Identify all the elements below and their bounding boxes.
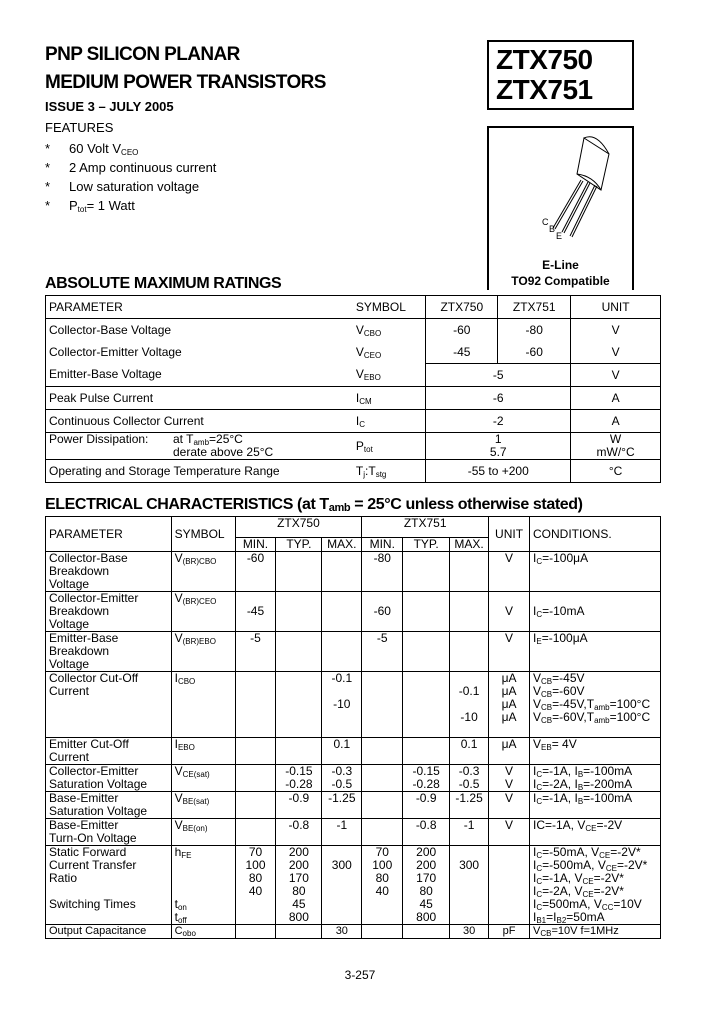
ec-value-typ751 bbox=[403, 738, 450, 765]
ec-value-min750 bbox=[235, 672, 276, 738]
amr-row bbox=[46, 460, 661, 483]
features-heading: FEATURES bbox=[45, 120, 114, 135]
ec-value-max750: -1 bbox=[322, 819, 362, 846]
ec-value-max750: -0.1 -10 bbox=[322, 672, 362, 738]
ec-conditions: $I_C=-50mA$, $V_{CE}=-2V*$ $I_C=-500mA$, $V_{CE}=-2V*$ $I_C=-1A$, $V_{CE}=-2V*$ $I_C=-2A$, $V_{CE}=-2V*$ $I_C=500mA$, $V_{CC}=10V$ $I_{B1}=I_{B2}=50mA$ bbox=[530, 846, 661, 925]
amr-param: Peak Pulse Current bbox=[46, 387, 353, 410]
package-box bbox=[487, 126, 634, 290]
amr-header-symbol: SYMBOL bbox=[353, 296, 426, 319]
ec-row bbox=[46, 632, 661, 672]
amr-unit: V bbox=[571, 364, 661, 387]
ec-unit: V bbox=[489, 592, 530, 632]
ec-value-max751: 30 bbox=[450, 925, 489, 939]
amr-header-ztx750: ZTX750 bbox=[426, 296, 498, 319]
feature-item: * Low saturation voltage bbox=[45, 179, 200, 194]
ec-conditions: IC=-1A, $V_{CE}=-2V$ bbox=[530, 819, 661, 846]
ec-value-max751 bbox=[450, 632, 489, 672]
amr-param: Power Dissipation: at $T_{amb}=25^\circ C$ derate above 25°C bbox=[46, 433, 353, 460]
ec-value-typ751: -0.9 bbox=[403, 792, 450, 819]
ec-unit bbox=[489, 846, 530, 925]
ec-value-typ750: -0.15 -0.28 bbox=[276, 765, 322, 792]
ec-value-min751 bbox=[362, 819, 403, 846]
ec-unit: V bbox=[489, 792, 530, 819]
ec-value-typ750: -0.8 bbox=[276, 819, 322, 846]
ec-header-param: PARAMETER bbox=[46, 517, 172, 552]
title-line-2: MEDIUM POWER TRANSISTORS bbox=[45, 72, 326, 93]
ec-row bbox=[46, 672, 661, 738]
issue-line: ISSUE 3 – JULY 2005 bbox=[45, 99, 174, 114]
ec-value-typ751 bbox=[403, 925, 450, 939]
ec-header-conditions: CONDITIONS. bbox=[530, 517, 661, 552]
ec-symbol: $C_{obo}$ bbox=[171, 925, 235, 939]
ec-conditions: $I_C=-1A$, $I_B=-100mA$ bbox=[530, 792, 661, 819]
ec-header-row-1 bbox=[46, 517, 661, 538]
ec-conditions: $V_{CB}=10V$ f=1MHz bbox=[530, 925, 661, 939]
pin-b-label: B bbox=[549, 224, 556, 234]
ec-row bbox=[46, 846, 661, 925]
features-list bbox=[45, 139, 216, 215]
amr-param: Collector-Base Voltage bbox=[46, 319, 353, 342]
ec-row bbox=[46, 792, 661, 819]
ec-value-max751: -0.3 -0.5 bbox=[450, 765, 489, 792]
part-number-1: ZTX750 bbox=[496, 44, 593, 75]
package-compat: TO92 Compatible bbox=[511, 274, 610, 288]
amr-row bbox=[46, 433, 661, 460]
amr-unit: W mW/°C bbox=[571, 433, 661, 460]
amr-value-ztx751: -60 bbox=[498, 341, 571, 364]
amr-symbol: $V_{EBO}$ bbox=[353, 364, 426, 387]
amr-unit: A bbox=[571, 387, 661, 410]
ec-value-min751 bbox=[362, 738, 403, 765]
ec-param: Emitter Cut-Off Current bbox=[46, 738, 172, 765]
ec-value-typ751 bbox=[403, 672, 450, 738]
amr-row bbox=[46, 364, 661, 387]
ec-symbol: $V_{(BR)CEO}$ bbox=[171, 592, 235, 632]
ec-param: Collector-Base Breakdown Voltage bbox=[46, 552, 172, 592]
ec-param: Collector-Emitter Breakdown Voltage bbox=[46, 592, 172, 632]
ec-symbol: $I_{EBO}$ bbox=[171, 738, 235, 765]
amr-symbol: $T_j:T_{stg}$ bbox=[353, 460, 426, 483]
ec-row bbox=[46, 738, 661, 765]
amr-param: Collector-Emitter Voltage bbox=[46, 341, 353, 364]
ec-value-max751: -1 bbox=[450, 819, 489, 846]
amr-header-ztx751: ZTX751 bbox=[498, 296, 571, 319]
ec-value-min751 bbox=[362, 925, 403, 939]
amr-heading: ABSOLUTE MAXIMUM RATINGS bbox=[45, 275, 282, 292]
ec-value-typ750 bbox=[276, 632, 322, 672]
ec-value-min751: -5 bbox=[362, 632, 403, 672]
ec-symbol: $h_{FE}$ $t_{on}$ $t_{off}$ bbox=[171, 846, 235, 925]
ec-table bbox=[45, 516, 661, 939]
ec-symbol: $I_{CBO}$ bbox=[171, 672, 235, 738]
ec-unit: μA μA μA μA bbox=[489, 672, 530, 738]
ec-value-min751: -60 bbox=[362, 592, 403, 632]
ec-unit: V bbox=[489, 552, 530, 592]
amr-unit: A bbox=[571, 410, 661, 433]
amr-row bbox=[46, 341, 661, 364]
feature-item: * $P_{tot}= 1$ Watt bbox=[45, 198, 135, 214]
page-number: 3-257 bbox=[344, 968, 376, 982]
ec-row bbox=[46, 552, 661, 592]
ec-header-unit: UNIT bbox=[489, 517, 530, 552]
ec-header-ztx750: ZTX750 bbox=[235, 517, 362, 538]
amr-symbol: $I_{CM}$ bbox=[353, 387, 426, 410]
amr-value: -55 to +200 bbox=[426, 460, 571, 483]
ec-value-max750: 300 bbox=[322, 846, 362, 925]
ec-row bbox=[46, 819, 661, 846]
ec-symbol: $V_{(BR)EBO}$ bbox=[171, 632, 235, 672]
ec-unit: pF bbox=[489, 925, 530, 939]
pin-e-label: E bbox=[556, 231, 563, 241]
ec-header-min: MIN. bbox=[235, 538, 276, 552]
ec-value-min750 bbox=[235, 925, 276, 939]
ec-symbol: $V_{(BR)CBO}$ bbox=[171, 552, 235, 592]
ec-value-min750 bbox=[235, 765, 276, 792]
amr-unit: V bbox=[571, 341, 661, 364]
amr-unit: °C bbox=[571, 460, 661, 483]
amr-table bbox=[45, 295, 661, 483]
ec-value-min751 bbox=[362, 672, 403, 738]
amr-value-ztx750: -60 bbox=[426, 319, 498, 342]
amr-row bbox=[46, 387, 661, 410]
ec-header-max: MAX. bbox=[322, 538, 362, 552]
ec-value-max750 bbox=[322, 592, 362, 632]
to92-package-drawing bbox=[489, 130, 632, 245]
part-number-2: ZTX751 bbox=[496, 74, 593, 105]
ec-value-min750 bbox=[235, 792, 276, 819]
amr-row bbox=[46, 410, 661, 433]
ec-value-typ750 bbox=[276, 925, 322, 939]
package-name: E-Line bbox=[542, 258, 579, 272]
amr-value-ztx751: -80 bbox=[498, 319, 571, 342]
amr-symbol: $V_{CBO}$ bbox=[353, 319, 426, 342]
amr-symbol: $P_{tot}$ bbox=[353, 433, 426, 460]
ec-value-max751: -0.1 -10 bbox=[450, 672, 489, 738]
ec-symbol: $V_{BE(sat)}$ bbox=[171, 792, 235, 819]
ec-symbol: $V_{CE(sat)}$ bbox=[171, 765, 235, 792]
amr-value: -5 bbox=[426, 364, 571, 387]
amr-header-param: PARAMETER bbox=[46, 296, 353, 319]
ec-value-max751: -1.25 bbox=[450, 792, 489, 819]
ec-value-max750 bbox=[322, 552, 362, 592]
ec-value-max751 bbox=[450, 552, 489, 592]
ec-conditions: $I_C=-100\mu A$ bbox=[530, 552, 661, 592]
ec-value-typ751 bbox=[403, 552, 450, 592]
ec-row bbox=[46, 592, 661, 632]
ec-unit: V V bbox=[489, 765, 530, 792]
ec-value-min751: -80 bbox=[362, 552, 403, 592]
ec-value-min751 bbox=[362, 765, 403, 792]
amr-param: Operating and Storage Temperature Range bbox=[46, 460, 353, 483]
ec-value-min750: -5 bbox=[235, 632, 276, 672]
ec-value-max750: -0.3 -0.5 bbox=[322, 765, 362, 792]
ec-conditions: $I_C=-1A$, $I_B=-100mA$ $I_C=-2A$, $I_B=-200mA$ bbox=[530, 765, 661, 792]
ec-row bbox=[46, 765, 661, 792]
ec-value-min750 bbox=[235, 738, 276, 765]
ec-header-symbol: SYMBOL bbox=[171, 517, 235, 552]
feature-item: * 2 Amp continuous current bbox=[45, 160, 217, 175]
ec-row bbox=[46, 925, 661, 939]
ec-value-max751: 300 bbox=[450, 846, 489, 925]
ec-value-typ750: -0.9 bbox=[276, 792, 322, 819]
ec-value-min750: 70 100 80 40 bbox=[235, 846, 276, 925]
ec-unit: V bbox=[489, 632, 530, 672]
feature-item: * 60 Volt $V_{CEO}$ bbox=[45, 141, 139, 157]
ec-header-typ: TYP. bbox=[276, 538, 322, 552]
title-line-1: PNP SILICON PLANAR bbox=[45, 44, 240, 65]
ec-param: Collector Cut-Off Current bbox=[46, 672, 172, 738]
ec-header-typ: TYP. bbox=[403, 538, 450, 552]
amr-param: Emitter-Base Voltage bbox=[46, 364, 353, 387]
ec-value-typ751: -0.15 -0.28 bbox=[403, 765, 450, 792]
ec-conditions: $I_C=-10mA$ bbox=[530, 592, 661, 632]
ec-value-max750: 30 bbox=[322, 925, 362, 939]
amr-header-row bbox=[46, 296, 661, 319]
amr-value-ztx750: -45 bbox=[426, 341, 498, 364]
ec-conditions: $V_{EB}= 4V$ bbox=[530, 738, 661, 765]
ec-value-max751: 0.1 bbox=[450, 738, 489, 765]
ec-value-typ751 bbox=[403, 592, 450, 632]
amr-header-unit: UNIT bbox=[571, 296, 661, 319]
ec-param: Emitter-Base Breakdown Voltage bbox=[46, 632, 172, 672]
ec-value-min750 bbox=[235, 819, 276, 846]
ec-conditions: $I_E=-100\mu A$ bbox=[530, 632, 661, 672]
ec-value-typ751: -0.8 bbox=[403, 819, 450, 846]
ec-value-min751 bbox=[362, 792, 403, 819]
amr-value: 1 5.7 bbox=[426, 433, 571, 460]
ec-param: Collector-Emitter Saturation Voltage bbox=[46, 765, 172, 792]
ec-param: Base-Emitter Turn-On Voltage bbox=[46, 819, 172, 846]
ec-unit: μA bbox=[489, 738, 530, 765]
amr-param: Continuous Collector Current bbox=[46, 410, 353, 433]
ec-param: Output Capacitance bbox=[46, 925, 172, 939]
ec-value-typ750 bbox=[276, 592, 322, 632]
ec-value-typ751: 200 200 170 80 45 800 bbox=[403, 846, 450, 925]
ec-param: Base-Emitter Saturation Voltage bbox=[46, 792, 172, 819]
amr-symbol: $I_C$ bbox=[353, 410, 426, 433]
part-number-box bbox=[487, 40, 634, 110]
ec-header-max: MAX. bbox=[450, 538, 489, 552]
ec-conditions: $V_{CB}=-45V$ $V_{CB}=-60V$ $V_{CB}=-45V,T_{amb}=100^\circ C$ $V_{CB}=-60V,T_{amb}=100^\circ C$ bbox=[530, 672, 661, 738]
ec-value-min750: -45 bbox=[235, 592, 276, 632]
ec-value-typ750 bbox=[276, 552, 322, 592]
pin-c-label: C bbox=[542, 217, 549, 227]
ec-value-max751 bbox=[450, 592, 489, 632]
ec-value-max750: 0.1 bbox=[322, 738, 362, 765]
ec-value-typ750: 200 200 170 80 45 800 bbox=[276, 846, 322, 925]
amr-row bbox=[46, 319, 661, 342]
amr-value: -6 bbox=[426, 387, 571, 410]
amr-symbol: $V_{CEO}$ bbox=[353, 341, 426, 364]
ec-header-min: MIN. bbox=[362, 538, 403, 552]
ec-param: Static Forward Current Transfer Ratio Switching Times bbox=[46, 846, 172, 925]
ec-value-max750 bbox=[322, 632, 362, 672]
amr-value: -2 bbox=[426, 410, 571, 433]
ec-value-typ750 bbox=[276, 672, 322, 738]
ec-value-min750: -60 bbox=[235, 552, 276, 592]
ec-value-typ750 bbox=[276, 738, 322, 765]
ec-symbol: $V_{BE(on)}$ bbox=[171, 819, 235, 846]
ec-value-max750: -1.25 bbox=[322, 792, 362, 819]
ec-value-typ751 bbox=[403, 632, 450, 672]
ec-value-min751: 70 100 80 40 bbox=[362, 846, 403, 925]
amr-unit: V bbox=[571, 319, 661, 342]
ec-unit: V bbox=[489, 819, 530, 846]
ec-header-ztx751: ZTX751 bbox=[362, 517, 489, 538]
ec-heading: ELECTRICAL CHARACTERISTICS (at $T_{amb} = 25^\circ C$ unless otherwise stated) bbox=[45, 496, 583, 514]
